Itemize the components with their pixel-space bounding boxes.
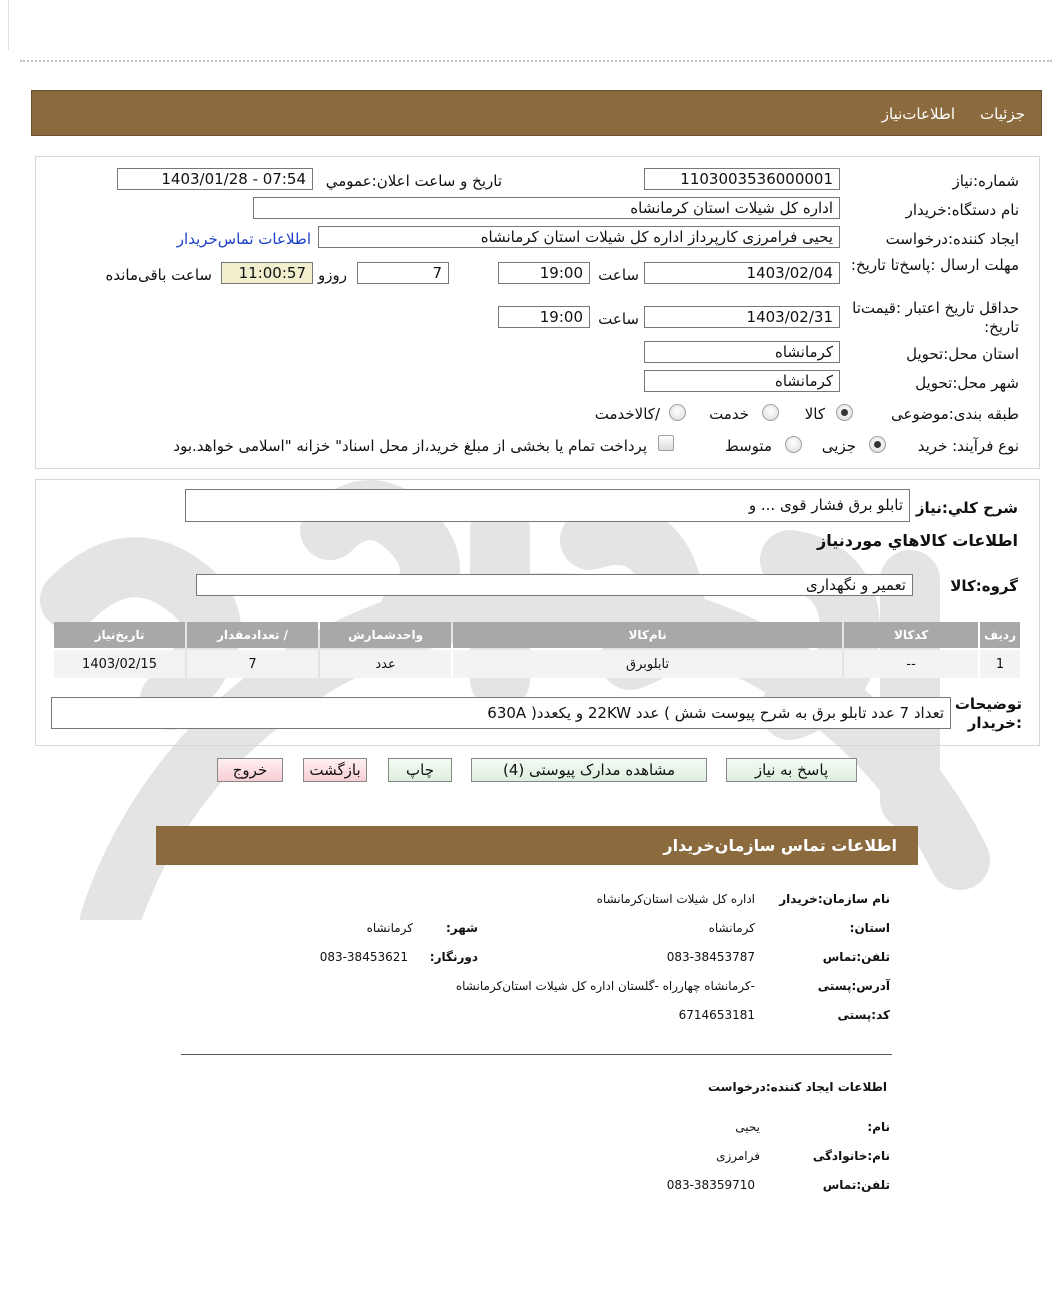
group-field: تعمیر و نگهداری — [196, 574, 913, 596]
contact-postal-label: کد:پستی — [837, 1008, 890, 1022]
treasury-payment-checkbox[interactable] — [658, 435, 674, 451]
city-label: شهر محل:تحویل — [915, 374, 1019, 392]
category-radio-goods[interactable] — [836, 404, 853, 421]
contact-phone: 083-38453787 — [666, 950, 755, 964]
tab-need-info[interactable]: اطلاعات‌نیاز — [881, 105, 955, 123]
category-label: طبقه بندی:موضوعی — [891, 405, 1019, 423]
exit-button[interactable]: خروج — [217, 758, 283, 782]
validity-date-field: 1403/02/31 — [644, 306, 840, 328]
process-radio-minor[interactable] — [869, 436, 886, 453]
cell-item-name: تابلو‌برق — [453, 650, 842, 678]
contact-phone-label: تلفن:تماس — [822, 950, 890, 964]
contact-org: اداره کل شیلات استان‌کرمانشاه — [596, 892, 755, 906]
creator-phone: 083-38359710 — [666, 1178, 755, 1192]
process-label: نوع فرآیند: خرید — [917, 437, 1019, 455]
creator-field: یحیی فرامرزی کارپرداز اداره کل شیلات استان کرمانشاه — [318, 226, 840, 248]
cell-item-code: -- — [844, 650, 978, 678]
process-radio-medium[interactable] — [785, 436, 802, 453]
contact-fax: 083-38453621 — [319, 950, 408, 964]
treasury-payment-note: پرداخت تمام یا بخشی از مبلغ خرید،از محل اسناد" خزانه "اسلامی خواهد.بود — [173, 437, 647, 455]
top-left-rule — [8, 0, 9, 50]
buyer-notes-field: تعداد 7 عدد تابلو برق به شرح پیوست شش ) عدد 22KW و یکعدد( 630A — [51, 697, 951, 729]
top-dotted-separator — [20, 60, 1052, 62]
contact-divider — [181, 1054, 892, 1055]
col-item-name: نام‌کالا — [453, 622, 842, 648]
process-option-medium: متوسط — [724, 437, 772, 455]
remaining-label: ساعت باقی‌مانده — [105, 266, 212, 284]
reply-time-field: 19:00 — [498, 262, 590, 284]
contact-address: -کرمانشاه چهارراه -گلستان اداره کل شیلات استان‌کرمانشاه — [455, 979, 755, 993]
col-need-date: تاریخ‌نیاز — [54, 622, 185, 648]
contact-address-label: آدرس:پستی — [817, 979, 890, 993]
creator-family-label: نام:خانوادگی — [812, 1149, 890, 1163]
contact-postal: 6714653181 — [678, 1008, 755, 1022]
buyer-org-label: نام دستگاه:خریدار — [905, 201, 1019, 219]
contact-fax-label: دورنگار: — [429, 950, 478, 964]
creator-label: ایجاد کننده:درخواست — [885, 230, 1019, 248]
goods-table — [52, 620, 1022, 680]
table-row — [54, 650, 1020, 678]
print-button[interactable]: چاپ — [388, 758, 452, 782]
category-radio-service[interactable] — [762, 404, 779, 421]
reply-date-field: 1403/02/04 — [644, 262, 840, 284]
contact-province: کرمانشاه — [708, 921, 755, 935]
contact-org-label: نام سازمان:خریدار — [779, 892, 890, 906]
city-field: کرمانشاه — [644, 370, 840, 392]
creator-family: فرامرزی — [716, 1149, 760, 1163]
goods-table-header — [54, 622, 1020, 648]
announce-field: 1403/01/28 - 07:54 — [117, 168, 313, 190]
contact-city: کرمانشاه — [366, 921, 413, 935]
province-label: استان محل:تحویل — [906, 345, 1019, 363]
category-option-goods: کالا — [804, 405, 825, 423]
col-quantity: / تعدادمقدار — [187, 622, 318, 648]
contact-buyer-link[interactable]: اطلاعات تماس‌خریدار — [176, 230, 311, 248]
cell-need-date: 1403/02/15 — [54, 650, 185, 678]
contact-province-label: استان: — [849, 921, 890, 935]
category-option-service: خدمت — [709, 405, 749, 423]
col-item-code: کدکالا — [844, 622, 978, 648]
col-row-number: ردیف — [980, 622, 1020, 648]
summary-field: تابلو برق فشار قوی ... و — [185, 489, 910, 522]
back-button[interactable]: بازگشت — [303, 758, 367, 782]
cell-unit: عدد — [320, 650, 451, 678]
col-unit: واحدشمارش — [320, 622, 451, 648]
tab-details[interactable]: جزئیات — [980, 105, 1025, 123]
need-number-label: شماره:نیاز — [952, 172, 1019, 190]
creator-info-title: اطلاعات ایجاد کننده:درخواست — [707, 1080, 887, 1094]
creator-name: یحیی — [735, 1120, 760, 1134]
announce-label: تاریخ و ساعت اعلان:عمومي — [325, 172, 502, 190]
remaining-time-field: 11:00:57 — [221, 262, 313, 284]
contact-header-bar — [156, 826, 918, 865]
validity-time-field: 19:00 — [498, 306, 590, 328]
creator-phone-label: تلفن:تماس — [822, 1178, 890, 1192]
summary-label: شرح کلي:نیاز — [915, 499, 1018, 517]
contact-city-label: شهر: — [446, 921, 478, 935]
category-radio-goods-service[interactable] — [669, 404, 686, 421]
buyer-notes-label: توضیحات :خریدار — [954, 695, 1022, 732]
goods-section-title: اطلاعات کالاهاي موردنياز — [817, 531, 1018, 550]
group-label: گروه:کالا — [950, 577, 1018, 595]
header-bar — [31, 90, 1042, 136]
creator-name-label: نام: — [867, 1120, 890, 1134]
province-field: کرمانشاه — [644, 341, 840, 363]
view-attachments-button[interactable]: مشاهده مدارک پیوستی (4) — [471, 758, 707, 782]
days-label: روزو — [318, 266, 347, 284]
validity-time-label: ساعت — [598, 310, 639, 328]
need-number-field: 1103003536000001 — [644, 168, 840, 190]
buyer-org-field: اداره کل شیلات استان کرمانشاه — [253, 197, 840, 219]
cell-row-number: 1 — [980, 650, 1020, 678]
days-field: 7 — [357, 262, 449, 284]
contact-title: اطلاعات تماس سازمان‌خریدار — [663, 836, 897, 855]
validity-label: حداقل تاریخ اعتبار :قیمت‌تا تاریخ: — [852, 299, 1019, 336]
reply-to-need-button[interactable]: پاسخ به نیاز — [726, 758, 857, 782]
process-option-minor: جزیی — [821, 437, 856, 455]
reply-time-label: ساعت — [598, 266, 639, 284]
reply-deadline-label: مهلت ارسال :پاسخ‌تا تاریخ: — [850, 256, 1019, 274]
category-option-goods-service: /کالاخدمت — [594, 405, 660, 423]
cell-quantity: 7 — [187, 650, 318, 678]
